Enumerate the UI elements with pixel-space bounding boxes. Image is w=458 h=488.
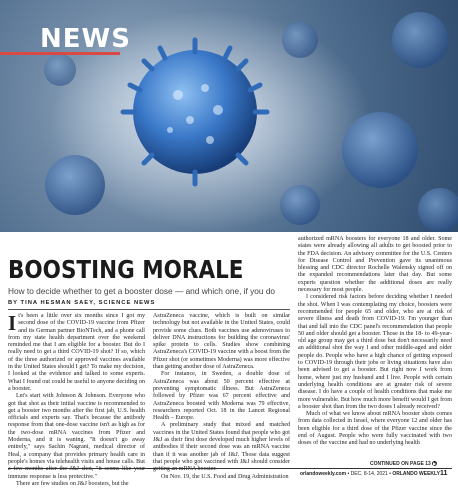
footer-date: DEC. 8-14, 2021 [350,471,388,477]
paragraph: Let's start with Johnson & Johnson. Everyone who got that shot as their initial vaccine is recommended to get a booster two months after the first jab, U.S. health officials and experts say. That's because the antibody response from that one-dose vaccine isn't as high as for the two-dose mRNA vaccines from Pfizer and Moderna, and it is waning. "It doesn't go away entirely," says Sachin Nagrani, medical director of Heal, a company that provides primary health care in people's homes via telehealth visits and house calls. But a few months after the J&J shot, "it seems like your immune response is less protective." [8,393,145,480]
byline-divider [8,309,290,310]
footer-rule [8,468,452,469]
article-column-1 [8,313,145,488]
continued-jump[interactable]: CONTINUED ON PAGE 13 ▶ [370,461,437,467]
paragraph: Much of what we know about mRNA booster shots comes from data collected in Israel, where everyone 12 and older has been eligible for a third dose of the Pfizer vaccine since the end of August. People who were fully vaccinated with two doses of the vaccine and had no underlying health [298,411,452,447]
large-virus-particle [123,40,267,184]
paragraph: For instance, in Sweden, a double dose of AstraZeneca was about 50 percent effective at preventing symptomatic illness. But AstraZeneca followed by Pfizer was 67 percent effective and AstraZeneca boosted with Moderna was 79 effective, researchers reported Oct. 18 in the Lancet Regional Health – Europe. [153,371,290,422]
footer-paper: ORLANDO WEEKLY [392,471,440,477]
page-number: 11 [440,470,448,477]
headline: BOOSTING MORALE [8,255,244,284]
paragraph: On Nov. 19, the U.S. Food and Drug Administration [161,473,289,480]
paragraph: A preliminary study that mixed and matched vaccines in the United States found that people who got J&J as their first dose developed much higher levels of antibodies if their second dose was an mRNA vaccine than if it was another jab of J&J. Those data suggest that people who got vaccined with J&J should consider getting an mRNA booster. [153,422,290,473]
drop-cap: I [8,311,17,335]
article-column-3 [298,236,452,448]
arrow-circle-icon: ▶ [433,461,437,467]
paragraph: authorized mRNA boosters for everyone 18 and older. Some states were already allowing all adults to get boosted prior to the FDA decision. An advisory committee for the U.S. Centers for Disease Control and Prevention gave its unanimous blessing and CDC director Rochelle Walensky signed off on the expanded recommendations later that day. But some experts question whether the additional doses are really necessary for most people. [298,236,452,294]
folio: orlandoweekly.com • DEC. 8-14, 2021 • ORLANDO WEEKLY [300,471,440,477]
paragraph: AstraZeneca vaccine, which is built on similar technology but not available in the United States, could provide some clues. Both vaccines use adenoviruses to deliver DNA instructions for building the coronavirus' spike protein to cells. Studies show combining AstraZeneca's COVID-19 vaccine with a boost from the Pfizer shot (or sometimes Moderna) was more effective than getting another dose of AstraZeneca. [153,313,290,371]
footer-site[interactable]: orlandoweekly.com [300,471,347,477]
paragraph: There are few studies on J&J boosters, but the [16,480,129,487]
byline: BY TINA HESMAN SAEY, SCIENCE NEWS [8,300,156,306]
hero-image [0,0,458,232]
article-column-2 [153,313,290,481]
section-tag: NEWS [40,24,131,54]
paragraph: It's been a little over six months since I got my second dose of the COVID-19 vaccine from Pfizer and its German partner BioNTech, and a phone call from my state health department over the weekend reminded me that I am eligible for a booster. But do I really need to get a third COVID-19 shot? If so, which of the three authorized or approved vaccines available in the United States should I get? To make my decision, I looked at the evidence and talked to some experts. What I found out could be useful to anyone deciding on a booster. [8,311,145,392]
paragraph: I considered risk factors before deciding whether I needed the shot. When I was contemplating my choice, boosters were recommended for people 65 and older, who are at risk of severe illness and death from COVID-19. I'm younger than that and fall into the CDC panel's recommendation that people 50 and older should get a booster. Those in the 18- to 49-year-old age group may get a third dose but don't necessarily need an additional shot the way I and other middle-aged and older people do. People who have a high chance of getting exposed to COVID-19 through their jobs or living situations have also been advised to get a booster. But right now I work from home, where just my husband and I live. People with certain underlying health conditions are at greater risk of severe disease. I do have a couple of health conditions that make me more vulnerable. But how much more benefit would I get from a booster shot than from the two doses I already received? [298,294,452,410]
subhead: How to decide whether to get a booster dose — and which one, if you do [8,286,276,296]
